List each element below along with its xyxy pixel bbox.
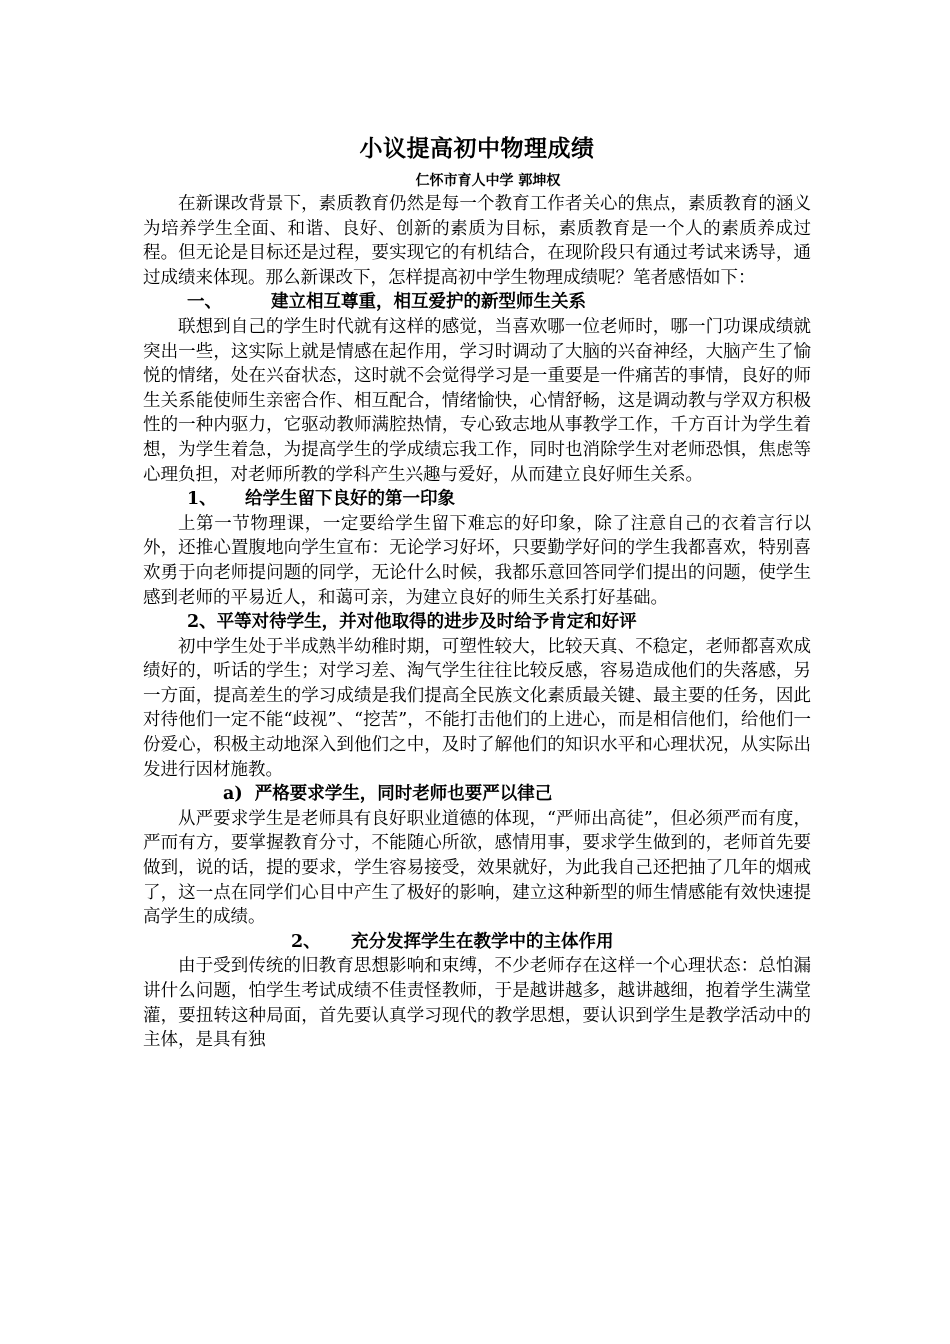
section-1-title: 建立相互尊重，相互爱护的新型师生关系 [271, 292, 586, 313]
document-body [143, 132, 811, 1053]
section-2-title: 充分发挥学生在教学中的主体作用 [351, 931, 614, 952]
subsection-1-title: 给学生留下良好的第一印象 [245, 489, 455, 510]
author-line: 仁怀市育人中学 郭坤权 [415, 173, 561, 189]
section-2-number: 2、 [291, 931, 321, 952]
subsection-1-paragraph: 上第一节物理课，一定要给学生留下难忘的好印象，除了注意自己的衣着言行以外，还推心置腹地向学生宣布：无论学习好坏，只要勤学好问的学生我都喜欢，特别喜欢勇于向老师提问题的同学，无论什么时候，我都乐意回答同学们提出的问题，使学生感到老师的平易近人，和蔼可亲，为建立良好的师生关系打好基础。 [143, 513, 811, 608]
subsection-a-heading: a) 严格要求学生，同时老师也要严以律己 [223, 784, 553, 805]
subsection-1-heading [143, 487, 811, 512]
subsection-2-heading: 2、平等对待学生，并对他取得的进步及时给予肯定和好评 [187, 612, 637, 633]
subsection-a-paragraph: 从严要求学生是老师具有良好职业道德的体现，“严师出高徒”，但必须严而有度，严而有方，要掌握教育分寸，不能随心所欲，感情用事，要求学生做到的，老师首先要做到，说的话，提的要求，学生容易接受，效果就好，为此我自己还把抽了几年的烟戒了，这一点在同学们心目中产生了极好的影响，建立这种新型的师生情感能有效快速提高学生的成绩。 [143, 808, 811, 928]
subsection-2-paragraph: 初中学生处于半成熟半幼稚时期，可塑性较大，比较天真、不稳定，老师都喜欢成绩好的，听话的学生；对学习差、淘气学生往往比较反感，容易造成他们的失落感，另一方面，提高差生的学习成绩是我们提高全民族文化素质最关键、最主要的任务，因此对待他们一定不能“歧视”、“挖苦”，不能打击他们的上进心，而是相信他们，给他们一份爱心，积极主动地深入到他们之中，及时了解他们的知识水平和心理状况，从实际出发进行因材施教。 [143, 636, 811, 780]
document-title: 小议提高初中物理成绩 [359, 135, 595, 162]
section-1-paragraph: 联想到自己的学生时代就有这样的感觉，当喜欢哪一位老师时，哪一门功课成绩就突出一些，这实际上就是情感在起作用，学习时调动了大脑的兴奋神经，大脑产生了愉悦的情绪，处在兴奋状态，这时就不会觉得学习是一重要是一件痛苦的事情，良好的师生关系能使师生亲密合作、相互配合，情绪愉快，心情舒畅，这是调动教与学双方积极性的一种内驱力，它驱动教师满腔热情，专心致志地从事教学工作，千方百计为学生着想，为学生着急，为提高学生的学成绩忘我工作，同时也消除学生对老师恐惧，焦虑等心理负担，对老师所教的学科产生兴趣与爱好，从而建立良好师生关系。 [143, 316, 811, 485]
section-1-number: 一、 [187, 292, 222, 313]
intro-paragraph: 在新课改背景下，素质教育仍然是每一个教育工作者关心的焦点，素质教育的涵义为培养学生全面、和谐、良好、创新的素质为目标，素质教育是一个人的素质养成过程。但无论是目标还是过程，要实现它的有机结合，在现阶段只有通过考试来诱导，通过成绩来体现。那么新课改下，怎样提高初中学生物理成绩呢？笔者感悟如下： [143, 194, 811, 288]
section-1-heading [143, 290, 811, 315]
section-2-paragraph: 由于受到传统的旧教育思想影响和束缚，不少老师存在这样一个心理状态：总怕漏讲什么问题，怕学生考试成绩不佳责怪教师，于是越讲越多，越讲越细，抱着学生满堂灌，要扭转这种局面，首先要认真学习现代的教学思想，要认识到学生是教学活动中的主体，是具有独 [143, 956, 811, 1051]
subsection-1-number: 1、 [187, 489, 217, 510]
section-2-heading [143, 930, 811, 955]
